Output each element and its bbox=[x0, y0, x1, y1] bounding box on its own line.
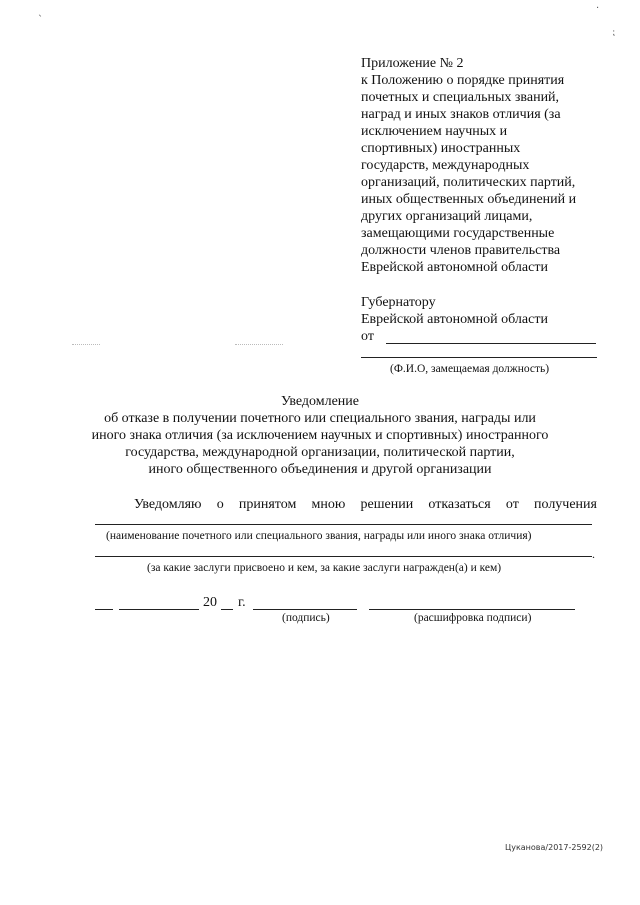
appendix-line: Приложение № 2 bbox=[361, 56, 464, 71]
scan-mark: ⁏ bbox=[612, 28, 616, 38]
appendix-line: замещающими государственные bbox=[361, 226, 555, 241]
date-signature-row bbox=[95, 594, 595, 612]
merit-caption: (за какие заслуги присвоено и кем, за какие заслуги награжден(а) и кем) bbox=[147, 562, 502, 574]
year-fill-line[interactable] bbox=[221, 609, 233, 610]
appendix-line: к Положению о порядке принятия bbox=[361, 73, 565, 88]
notify-text: Уведомляю о принятом мною решении отказаться от получения bbox=[134, 497, 597, 512]
notice-subtitle-line: иного знака отличия (за исключением научных и спортивных) иностранного bbox=[91, 428, 549, 443]
appendix-line: должности членов правительства bbox=[361, 243, 561, 258]
year-prefix: 20 bbox=[203, 595, 217, 610]
appendix-line: других организаций лицами, bbox=[361, 209, 533, 224]
from-row bbox=[361, 328, 611, 345]
notice-subtitle-line: иного общественного объединения и другой организации bbox=[148, 462, 492, 477]
award-name-caption: (наименование почетного или специального звания, награды или иного знака отличия) bbox=[106, 530, 532, 542]
notice-subtitle-line: об отказе в получении почетного или специального звания, награды или bbox=[104, 411, 536, 426]
notice-heading: Уведомление bbox=[280, 394, 359, 409]
addressee-block bbox=[361, 294, 611, 345]
appendix-line: организаций, политических партий, bbox=[361, 175, 576, 190]
appendix-line: наград и иных знаков отличия (за bbox=[361, 107, 561, 122]
appendix-line: иных общественных объединений и bbox=[361, 192, 577, 207]
fio-caption: (Ф.И.О, замещаемая должность) bbox=[390, 363, 550, 375]
signature-caption: (подпись) bbox=[282, 612, 330, 624]
appendix-line: почетных и специальных званий, bbox=[361, 90, 560, 105]
appendix-line: Еврейской автономной области bbox=[361, 260, 548, 275]
signature-decode-caption: (расшифровка подписи) bbox=[414, 612, 532, 624]
from-fill-line[interactable] bbox=[386, 343, 596, 344]
addressee-title: Губернатору bbox=[361, 295, 436, 310]
addressee-region: Еврейской автономной области bbox=[361, 312, 548, 327]
line-end-period: . bbox=[592, 547, 595, 561]
scan-dots bbox=[72, 344, 100, 345]
appendix-line: государств, международных bbox=[361, 158, 530, 173]
scan-mark: · bbox=[596, 3, 600, 14]
appendix-line: исключением научных и bbox=[361, 124, 508, 139]
month-fill-line[interactable] bbox=[119, 609, 199, 610]
from-label: от bbox=[361, 329, 374, 344]
merit-fill-line[interactable] bbox=[95, 556, 592, 557]
notice-title bbox=[60, 393, 580, 478]
year-suffix: г. bbox=[238, 595, 246, 610]
signature-decode-fill-line[interactable] bbox=[369, 609, 575, 610]
scan-dots bbox=[235, 344, 283, 345]
appendix-line: спортивных) иностранных bbox=[361, 141, 521, 156]
award-name-fill-line[interactable] bbox=[95, 524, 592, 525]
notice-subtitle-line: государства, международной организации, политической партии, bbox=[125, 445, 515, 460]
fio-fill-line[interactable] bbox=[361, 357, 597, 358]
day-fill-line[interactable] bbox=[95, 609, 113, 610]
appendix-header bbox=[361, 55, 611, 276]
footer-stamp: Цуканова/2017-2592(2) bbox=[505, 843, 604, 852]
scan-mark: ˎ bbox=[38, 6, 43, 17]
signature-fill-line[interactable] bbox=[253, 609, 357, 610]
